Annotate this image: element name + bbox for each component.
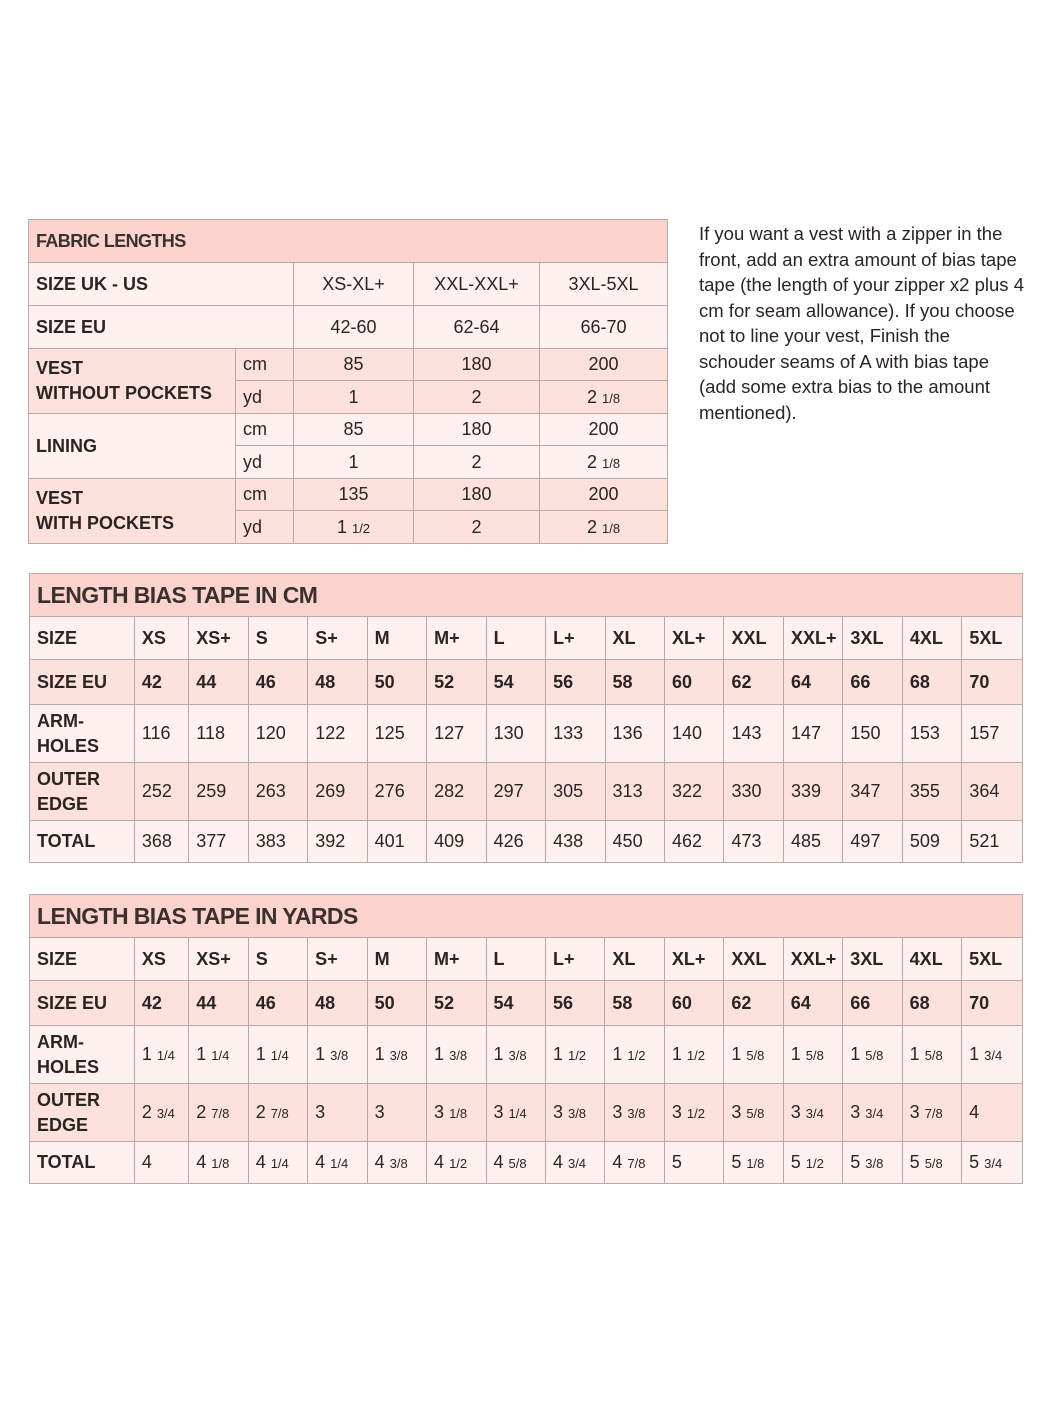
value-cell: 3XL (843, 617, 902, 660)
value-cell: 1 5/8 (902, 1026, 961, 1084)
value-cell: 125 (367, 705, 426, 763)
value-cell: 252 (134, 763, 188, 821)
value-cell: 133 (546, 705, 605, 763)
value-cell: M+ (427, 938, 486, 981)
value-cell: 46 (248, 981, 307, 1026)
row-label: SIZE (30, 617, 135, 660)
value-cell: XS (134, 938, 188, 981)
value-cell: 263 (248, 763, 307, 821)
size-uk-label: SIZE UK - US (29, 263, 294, 306)
value-cell: L (486, 938, 545, 981)
value-cell: 48 (308, 981, 367, 1026)
value-cell: 383 (248, 821, 307, 863)
value-cell: 54 (486, 981, 545, 1026)
row-label: SIZE EU (30, 981, 135, 1026)
value-cell: 269 (308, 763, 367, 821)
value-cell: XXL+ (783, 617, 842, 660)
value-cell: 120 (248, 705, 307, 763)
value-cell: 4 5/8 (486, 1142, 545, 1184)
value-cell: S (248, 617, 307, 660)
value-cell: 259 (189, 763, 248, 821)
fabric-yd-cell: 2 1/8 (540, 446, 668, 479)
value-cell: M (367, 938, 426, 981)
size-uk-cell: XS-XL+ (294, 263, 414, 306)
value-cell: 50 (367, 981, 426, 1026)
value-cell: 364 (962, 763, 1023, 821)
value-cell: 1 1/2 (545, 1026, 604, 1084)
value-cell: 153 (902, 705, 961, 763)
value-cell: 1 1/2 (664, 1026, 723, 1084)
fabric-cm-cell: 200 (540, 479, 668, 511)
total-row (30, 821, 1023, 863)
value-cell: 4 1/8 (189, 1142, 248, 1184)
value-cell: 409 (427, 821, 486, 863)
outer-edge-row (30, 763, 1023, 821)
value-cell: 1 3/8 (367, 1026, 426, 1084)
fabric-yd-cell: 2 (414, 511, 540, 544)
value-cell: 1 5/8 (783, 1026, 842, 1084)
value-cell: 52 (427, 981, 486, 1026)
value-cell: 4 (962, 1084, 1023, 1142)
fabric-cm-cell: 180 (414, 349, 540, 381)
value-cell: XL (605, 617, 664, 660)
unit-cm: cm (236, 479, 294, 511)
value-cell: 64 (783, 660, 842, 705)
value-cell: 1 5/8 (724, 1026, 783, 1084)
value-cell: 1 1/4 (134, 1026, 188, 1084)
value-cell: 5XL (962, 938, 1023, 981)
value-cell: 60 (665, 660, 724, 705)
size-eu-cell: 42-60 (294, 306, 414, 349)
value-cell: 122 (308, 705, 367, 763)
value-cell: 5 3/4 (962, 1142, 1023, 1184)
row-label: TOTAL (30, 821, 135, 863)
value-cell: 54 (486, 660, 545, 705)
total-row (30, 1142, 1023, 1184)
unit-yd: yd (236, 446, 294, 479)
value-cell: 157 (962, 705, 1023, 763)
value-cell: 66 (843, 981, 902, 1026)
value-cell: 322 (665, 763, 724, 821)
value-cell: 3 3/4 (783, 1084, 842, 1142)
fabric-yd-cell: 1 1/2 (294, 511, 414, 544)
value-cell: 70 (962, 981, 1023, 1026)
value-cell: 60 (664, 981, 723, 1026)
value-cell: 42 (134, 660, 188, 705)
armholes-row (30, 705, 1023, 763)
unit-yd: yd (236, 511, 294, 544)
value-cell: 438 (546, 821, 605, 863)
value-cell: 50 (367, 660, 426, 705)
fabric-yd-cell: 2 (414, 381, 540, 414)
value-cell: 136 (605, 705, 664, 763)
value-cell: 3 7/8 (902, 1084, 961, 1142)
fabric-yd-cell: 1 (294, 381, 414, 414)
value-cell: 44 (189, 660, 248, 705)
value-cell: 118 (189, 705, 248, 763)
value-cell: 3 1/2 (664, 1084, 723, 1142)
value-cell: 56 (545, 981, 604, 1026)
value-cell: 509 (902, 821, 961, 863)
value-cell: 68 (902, 981, 961, 1026)
unit-yd: yd (236, 381, 294, 414)
value-cell: XL+ (664, 938, 723, 981)
fabric-lengths-title: FABRIC LENGTHS (29, 220, 668, 263)
vest-without-pockets-label: VEST WITHOUT POCKETS (29, 349, 236, 414)
zipper-bias-note: If you want a vest with a zipper in the front, add an extra amount of bias tape tape (the length of your zipper x2 plus 4 cm for seam allowance). If you choose not to line your vest, Finish the schouder seams of A with bias tape (add some extra bias to the amount mentioned). (699, 223, 1024, 423)
value-cell: 347 (843, 763, 902, 821)
value-cell: 401 (367, 821, 426, 863)
value-cell: 4 1/2 (427, 1142, 486, 1184)
value-cell: 5 1/2 (783, 1142, 842, 1184)
value-cell: XS+ (189, 938, 248, 981)
value-cell: 4 (134, 1142, 188, 1184)
value-cell: 521 (962, 821, 1023, 863)
value-cell: 392 (308, 821, 367, 863)
size-row (30, 938, 1023, 981)
value-cell: 127 (427, 705, 486, 763)
value-cell: 130 (486, 705, 545, 763)
value-cell: 48 (308, 660, 367, 705)
value-cell: 462 (665, 821, 724, 863)
unit-cm: cm (236, 414, 294, 446)
value-cell: 3 3/4 (843, 1084, 902, 1142)
value-cell: 3XL (843, 938, 902, 981)
value-cell: 3 5/8 (724, 1084, 783, 1142)
value-cell: 497 (843, 821, 902, 863)
row-label: ARM- HOLES (30, 705, 135, 763)
fabric-yd-cell: 2 (414, 446, 540, 479)
value-cell: 46 (248, 660, 307, 705)
value-cell: 62 (724, 981, 783, 1026)
size-eu-row (30, 981, 1023, 1026)
value-cell: 3 3/8 (605, 1084, 664, 1142)
value-cell: 473 (724, 821, 783, 863)
value-cell: 5 3/8 (843, 1142, 902, 1184)
size-eu-cell: 66-70 (540, 306, 668, 349)
size-uk-cell: XXL-XXL+ (414, 263, 540, 306)
value-cell: M (367, 617, 426, 660)
value-cell: 4 1/4 (248, 1142, 307, 1184)
value-cell: 426 (486, 821, 545, 863)
value-cell: 68 (902, 660, 961, 705)
row-label: SIZE (30, 938, 135, 981)
lining-label: LINING (29, 414, 236, 479)
value-cell: 2 7/8 (248, 1084, 307, 1142)
value-cell: XL (605, 938, 664, 981)
value-cell: 52 (427, 660, 486, 705)
value-cell: 276 (367, 763, 426, 821)
value-cell: 282 (427, 763, 486, 821)
value-cell: XXL (724, 938, 783, 981)
value-cell: 1 3/8 (486, 1026, 545, 1084)
row-label: SIZE EU (30, 660, 135, 705)
bias-tape-yards-title: LENGTH BIAS TAPE IN YARDS (30, 895, 1023, 938)
value-cell: 56 (546, 660, 605, 705)
value-cell: 1 3/8 (427, 1026, 486, 1084)
value-cell: 3 (308, 1084, 367, 1142)
value-cell: L (486, 617, 545, 660)
bias-tape-cm-table (29, 573, 1023, 863)
outer-edge-row (30, 1084, 1023, 1142)
value-cell: 4 1/4 (308, 1142, 367, 1184)
vest-with-pockets-label: VEST WITH POCKETS (29, 479, 236, 544)
value-cell: 4 7/8 (605, 1142, 664, 1184)
value-cell: 2 7/8 (189, 1084, 248, 1142)
value-cell: XXL+ (783, 938, 842, 981)
fabric-lengths-table (28, 219, 668, 544)
fabric-cm-cell: 200 (540, 349, 668, 381)
value-cell: 150 (843, 705, 902, 763)
row-label: TOTAL (30, 1142, 135, 1184)
value-cell: 62 (724, 660, 783, 705)
value-cell: 485 (783, 821, 842, 863)
value-cell: 368 (134, 821, 188, 863)
value-cell: 450 (605, 821, 664, 863)
fabric-yd-cell: 1 (294, 446, 414, 479)
value-cell: 1 1/2 (605, 1026, 664, 1084)
value-cell: 3 1/8 (427, 1084, 486, 1142)
value-cell: 313 (605, 763, 664, 821)
armholes-row (30, 1026, 1023, 1084)
value-cell: 377 (189, 821, 248, 863)
unit-cm: cm (236, 349, 294, 381)
fabric-cm-cell: 85 (294, 414, 414, 446)
value-cell: 5XL (962, 617, 1023, 660)
value-cell: 64 (783, 981, 842, 1026)
bias-tape-cm-title: LENGTH BIAS TAPE IN CM (30, 574, 1023, 617)
row-label: OUTER EDGE (30, 1084, 135, 1142)
value-cell: 3 3/8 (545, 1084, 604, 1142)
fabric-cm-cell: 135 (294, 479, 414, 511)
value-cell: 4 3/8 (367, 1142, 426, 1184)
value-cell: 3 (367, 1084, 426, 1142)
value-cell: 1 1/4 (189, 1026, 248, 1084)
value-cell: S+ (308, 617, 367, 660)
value-cell: 1 5/8 (843, 1026, 902, 1084)
size-eu-label: SIZE EU (29, 306, 294, 349)
row-label: OUTER EDGE (30, 763, 135, 821)
value-cell: 305 (546, 763, 605, 821)
value-cell: 143 (724, 705, 783, 763)
fabric-cm-cell: 85 (294, 349, 414, 381)
value-cell: 44 (189, 981, 248, 1026)
value-cell: 116 (134, 705, 188, 763)
value-cell: M+ (427, 617, 486, 660)
size-row (30, 617, 1023, 660)
value-cell: 297 (486, 763, 545, 821)
value-cell: 5 (664, 1142, 723, 1184)
value-cell: 1 1/4 (248, 1026, 307, 1084)
size-uk-cell: 3XL-5XL (540, 263, 668, 306)
value-cell: 4XL (902, 938, 961, 981)
size-eu-cell: 62-64 (414, 306, 540, 349)
value-cell: 5 1/8 (724, 1142, 783, 1184)
value-cell: 1 3/4 (962, 1026, 1023, 1084)
fabric-cm-cell: 180 (414, 479, 540, 511)
value-cell: 140 (665, 705, 724, 763)
fabric-yd-cell: 2 1/8 (540, 511, 668, 544)
value-cell: 4 3/4 (545, 1142, 604, 1184)
value-cell: XXL (724, 617, 783, 660)
value-cell: 42 (134, 981, 188, 1026)
fabric-cm-cell: 200 (540, 414, 668, 446)
value-cell: 3 1/4 (486, 1084, 545, 1142)
value-cell: 339 (783, 763, 842, 821)
value-cell: 1 3/8 (308, 1026, 367, 1084)
value-cell: S (248, 938, 307, 981)
value-cell: L+ (545, 938, 604, 981)
value-cell: 147 (783, 705, 842, 763)
fabric-cm-cell: 180 (414, 414, 540, 446)
value-cell: 58 (605, 981, 664, 1026)
bias-tape-yards-table (29, 894, 1023, 1184)
value-cell: 66 (843, 660, 902, 705)
value-cell: 2 3/4 (134, 1084, 188, 1142)
value-cell: 58 (605, 660, 664, 705)
value-cell: XL+ (665, 617, 724, 660)
value-cell: 70 (962, 660, 1023, 705)
value-cell: S+ (308, 938, 367, 981)
value-cell: 4XL (902, 617, 961, 660)
value-cell: L+ (546, 617, 605, 660)
value-cell: XS (134, 617, 188, 660)
size-eu-row (30, 660, 1023, 705)
value-cell: XS+ (189, 617, 248, 660)
value-cell: 5 5/8 (902, 1142, 961, 1184)
value-cell: 330 (724, 763, 783, 821)
row-label: ARM- HOLES (30, 1026, 135, 1084)
value-cell: 355 (902, 763, 961, 821)
fabric-yd-cell: 2 1/8 (540, 381, 668, 414)
